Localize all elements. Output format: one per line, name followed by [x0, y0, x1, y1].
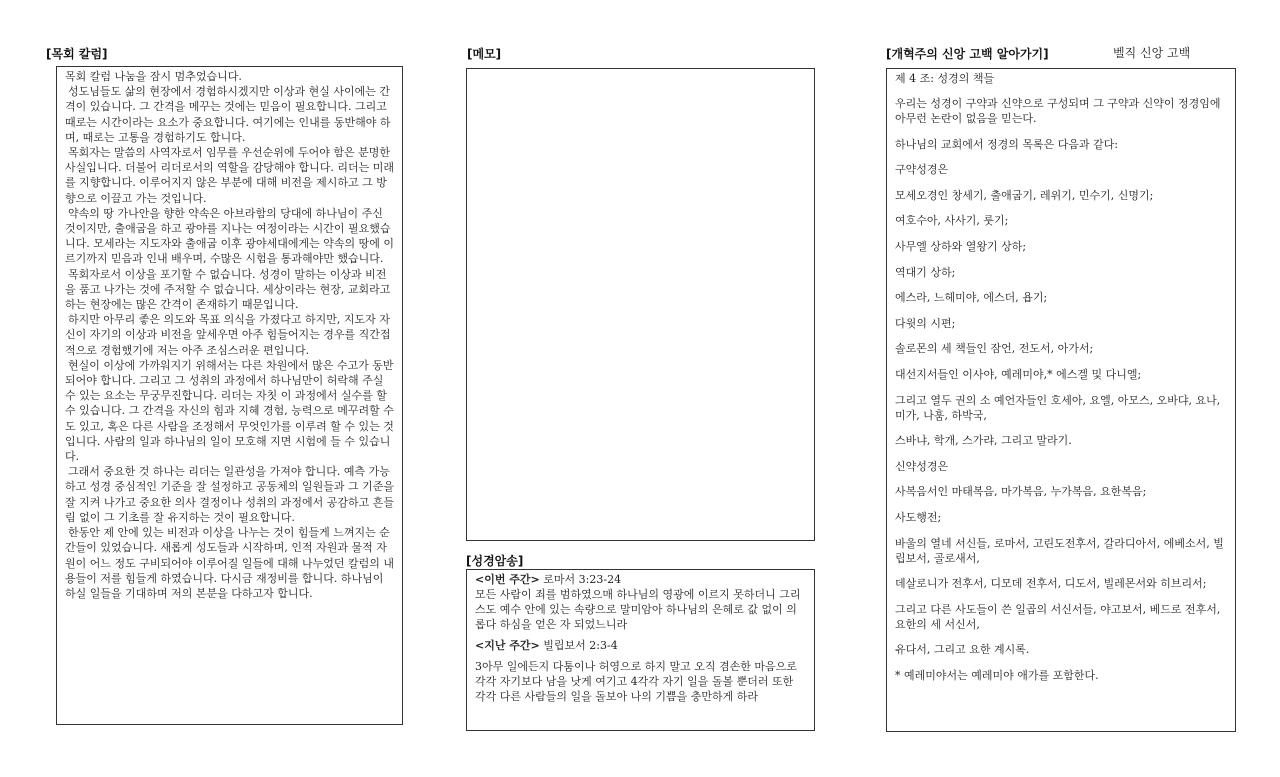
verse-box [466, 569, 815, 731]
last-week-verse [475, 638, 806, 653]
confession-line-9: 에스라, 느헤미야, 에스더, 욥기; [895, 291, 1048, 305]
confession-line-3: 하나님의 교회에서 정경의 목록은 다음과 같다: [895, 137, 1119, 151]
memo-box [466, 68, 815, 541]
confession-line-21: 유다서, 그리고 요한 계시록. [895, 643, 1030, 657]
confession-line-13: 그리고 열두 권의 소 예언자들인 호세아, 요엘, 아모스, 오바댜, 요나, 미가, 나훔, 하박국, [895, 393, 1221, 422]
confession-line-6: 여호수아, 사사기, 룻기; [895, 214, 1009, 228]
memo-header: [메모] [467, 47, 502, 61]
this-week-verse [475, 572, 806, 632]
pastor-paragraph-5: 목회자로서 이상을 포기할 수 없습니다. 성경이 말하는 이상과 비전을 품고 나가는 것에 주저할 수 없습니다. 세상이라는 현장, 교회라고 하는 현장에는 많은 간격이 존재하기 때문입니다. [65, 267, 391, 312]
this-week-text: 모든 사람이 죄를 범하였으매 하나님의 영광에 이르지 못하더니 그리스도 예수 안에 있는 속량으로 말미암아 하나님의 은혜로 값 없이 의롭다 하심을 얻은 자 되었느니라 [475, 588, 801, 631]
pastor-paragraph-3: 목회자는 말씀의 사역자로서 임무를 우선순위에 두어야 함은 분명한 사실입니다. 더불어 리더로서의 역할을 감당해야 합니다. 리더는 미래를 지향합니다. 이루어지지 않은 부분에 대해 비전을 제시하고 그 방향으로 이끌고 가는 것입니다. [65, 146, 394, 205]
verse-header: [성경암송] [466, 554, 524, 568]
pastor-paragraph-4: 약속의 땅 가나안을 향한 약속은 아브라함의 당대에 하나님이 주신 것이지만, 출애굽을 하고 광야를 지나는 여정이라는 시간이 필요했습니다. 모세라는 지도자와 출애굽 이후 광야세대에게는 약속의 땅에 이르기까지 믿음과 인내 배우며, 수많은 시험을 통과해야만 했습니다. [65, 206, 394, 266]
last-week-ref: 빌립보서 2:3-4 [539, 639, 618, 652]
confession-line-1: 제 4 조: 성경의 책들 [895, 72, 995, 85]
pastor-paragraph-6: 하지만 아무리 좋은 의도와 목표 의식을 가졌다고 하지만, 지도자 자신이 자기의 이상과 비전을 앞세우면 아주 힘들어지는 경우를 직간접적으로 경험했기에 저는 아주 조심스러운 편입니다. [65, 313, 391, 357]
confession-line-18: 바울의 열네 서신들, 로마서, 고린도전후서, 갈라디아서, 에베소서, 빌립보서, 골로새서, [895, 536, 1224, 565]
pastor-column-box [56, 66, 403, 725]
pastor-paragraph-2: 성도님들도 삶의 현장에서 경험하시겠지만 이상과 현실 사이에는 간격이 있습니다. 그 간격을 메꾸는 것에는 믿음이 필요합니다. 그리고 때로는 시간이라는 요소가 중요합니다. 여기에는 인내를 동반해야 하며, 때로는 고통을 경험하기도 합니다. [65, 85, 391, 144]
confession-line-16: 사복음서인 마태복음, 마가복음, 누가복음, 요한복음; [895, 485, 1147, 499]
pastor-column-header: [목회 칼럼] [46, 47, 108, 61]
confession-header: [개혁주의 신앙 고백 알아가기] [886, 47, 1049, 61]
confession-line-5: 모세오경인 창세기, 출애굽기, 레위기, 민수기, 신명기; [895, 188, 1154, 202]
confession-line-4: 구약성경은 [895, 163, 949, 177]
this-week-label: <이번 주간> [475, 573, 540, 586]
confession-line-7: 사무엘 상하와 열왕기 상하; [895, 239, 1027, 253]
confession-line-22: * 예레미야서는 예레미야 애가를 포함한다. [895, 668, 1099, 682]
confession-box [886, 68, 1236, 732]
last-week-text-block [475, 659, 806, 704]
pastor-paragraph-9: 한동안 제 안에 있는 비전과 이상을 나누는 것이 힘들게 느껴지는 순간들이 있었습니다. 새롭게 성도들과 시작하며, 인적 자원과 물적 자원이 어느 정도 구비되어야 이루어질 일들에 대해 나누었던 칼럼의 내용들이 저를 힘들게 하였습니다. 다시금 재정비를 합니다. 하나님이 하실 일들을 기대하며 저의 본분을 다하고자 합니다. [65, 526, 394, 600]
pastor-paragraph-8: 그래서 중요한 것 하나는 리더는 일관성을 가져야 합니다. 예측 가능하고 성경 중심적인 기준을 잘 설정하고 공동체의 일원들과 그 기준을 잘 지켜 나가고 중요한 의사 결정이나 성취의 과정에서 공감하고 흔들림 없이 그 기초를 잘 유지하는 것이 필요합니다. [65, 465, 394, 524]
confession-line-8: 역대기 상하; [895, 265, 956, 279]
confession-line-11: 솔로몬의 세 책들인 잠언, 전도서, 아가서; [895, 342, 1094, 356]
confession-line-12: 대선지서들인 이사야, 예레미야,* 에스겔 및 다니엘; [895, 367, 1142, 381]
last-week-text: 3아무 일에든지 다툼이나 허영으로 하지 말고 오직 겸손한 마음으로 각각 자기보다 남을 낫게 여기고 4각각 자기 일을 돌볼 뿐더러 또한 각각 다른 사람들의 일을 돌보아 나의 기쁨을 충만하게 하라 [475, 660, 797, 703]
pastor-paragraph-1: 목회 칼럼 나눔을 잠시 멈추었습니다. [65, 70, 242, 83]
confession-line-19: 데살로니가 전후서, 디모데 전후서, 디도서, 빌레몬서와 히브리서; [895, 577, 1207, 591]
confession-subtitle: 벨직 신앙 고백 [1113, 46, 1191, 60]
pastor-paragraph-7: 현실이 이상에 가까워지기 위해서는 다른 차원에서 많은 수고가 동반되어야 합니다. 그리고 그 성취의 과정에서 하나님만이 허락해 주실 수 있는 요소는 무궁무진합니다. 리더는 자칫 이 과정에서 실수를 할 수 있습니다. 그 간격을 자신의 힘과 지혜 경험, 능력으로 메꾸려할 수도 있고, 혹은 다른 사람을 조정해서 무엇인가를 이루려 할 수 있는 것입니다. 사람의 일과 하나님의 일이 모호해 지면 시험에 들 수 있습니다. [65, 358, 394, 464]
confession-line-2: 우리는 성경이 구약과 신약으로 구성되며 그 구약과 신약이 정경임에 아무런 논란이 없음을 믿는다. [895, 97, 1221, 125]
confession-line-14: 스바냐, 학개, 스가랴, 그리고 말라기. [895, 434, 1072, 448]
confession-line-17: 사도행전; [895, 510, 942, 524]
confession-line-20: 그리고 다른 사도들이 쓴 일곱의 서신서들, 야고보서, 베드로 전후서, 요한의 세 서신서, [895, 602, 1221, 631]
last-week-label: <지난 주간> [475, 639, 540, 652]
this-week-ref: 로마서 3:23-24 [539, 573, 622, 586]
confession-line-10: 다윗의 시편; [895, 316, 956, 330]
confession-line-15: 신약성경은 [895, 459, 949, 473]
